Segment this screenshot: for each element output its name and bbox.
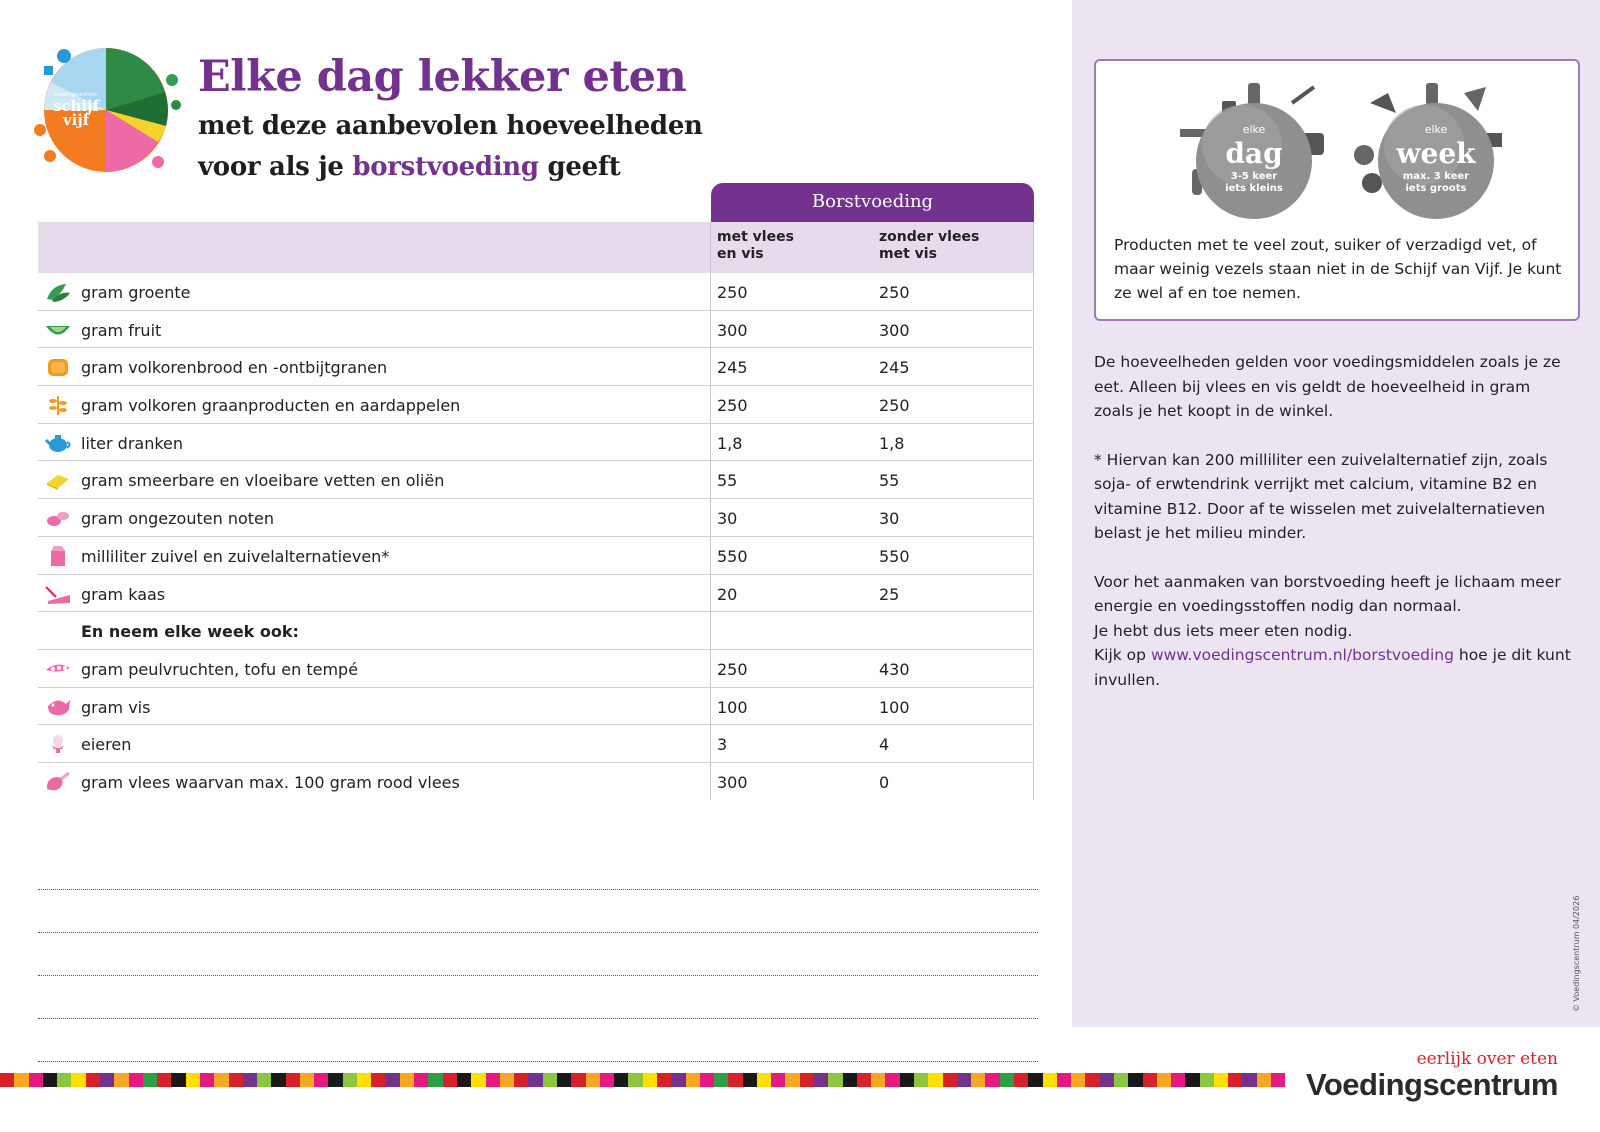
row-label: gram fruit [81, 320, 162, 340]
day-ball-sub1: 3-5 keer [1230, 171, 1278, 182]
page-title: Elke dag lekker eten [198, 52, 687, 102]
value-without-meat: 250 [879, 396, 910, 416]
week-ball-top: elke [1424, 123, 1448, 136]
value-without-meat: 1,8 [879, 433, 905, 453]
stripe-segment [1100, 1073, 1114, 1087]
table-row [38, 763, 1034, 801]
note-dairy-alternatives: * Hiervan kan 200 milliliter een zuivelalternatief zijn, zoals soja- of erwtendrink verrijkt met calcium, vitamine B2 en vitamine B12. Door af te wisselen met zuivelalternatieven belast je het milieu minder. [1094, 450, 1548, 542]
table-row [38, 537, 1034, 575]
header [198, 48, 703, 188]
write-lines [38, 847, 1038, 1062]
value-with-meat: 245 [717, 358, 748, 378]
row-label: liter dranken [81, 433, 184, 453]
stripe-segment [357, 1073, 371, 1087]
value-without-meat: 250 [879, 283, 910, 302]
column-header-without-meat: zonder vlees met vis [879, 229, 980, 262]
stripe-segment [100, 1073, 114, 1087]
day-ball-main: dag [1225, 137, 1283, 170]
week-ball-main: week [1396, 137, 1476, 170]
stripe-segment [1014, 1073, 1028, 1087]
stripe-segment [885, 1073, 899, 1087]
extras-box-text: Producten met te veel zout, suiker of verzadigd vet, of maar weinig vezels staan niet in de Schijf van Vijf. Je kunt ze wel af en toe nemen. [1114, 236, 1562, 302]
stripe-segment [200, 1073, 214, 1087]
stripe-segment [957, 1073, 971, 1087]
value-with-meat: 300 [717, 772, 748, 792]
stripe-segment [814, 1073, 828, 1087]
brand-block [1296, 1050, 1558, 1102]
side-notes [1094, 350, 1574, 716]
stripe-segment [243, 1073, 257, 1087]
week-ball [1354, 83, 1502, 219]
stripe-segment [785, 1073, 799, 1087]
week-ball-sub1: max. 3 keer [1402, 171, 1470, 182]
write-line [38, 847, 1038, 890]
stripe-segment [471, 1073, 485, 1087]
week-ball-sub2: iets groots [1405, 183, 1467, 194]
note-amounts: De hoeveelheden gelden voor voedingsmiddelen zoals je ze eet. Alleen bij vlees en vis geldt de hoeveelheid in gram zoals je het koopt in de winkel. [1094, 353, 1561, 420]
stripe-segment [1000, 1073, 1014, 1087]
stripe-segment [1057, 1073, 1071, 1087]
logo-line1: schijf [52, 97, 100, 115]
side-panel [1072, 0, 1600, 1027]
stripe-segment [1128, 1073, 1142, 1087]
stripe-segment [714, 1073, 728, 1087]
stripe-segment [1114, 1073, 1128, 1087]
stripe-segment [800, 1073, 814, 1087]
stripe-segment [1228, 1073, 1242, 1087]
color-stripe [0, 1073, 1286, 1087]
fish-icon [44, 696, 72, 718]
stripe-segment [514, 1073, 528, 1087]
stripe-segment [900, 1073, 914, 1087]
teapot-icon [44, 432, 72, 454]
stripe-segment [643, 1073, 657, 1087]
stripe-segment [286, 1073, 300, 1087]
stripe-segment [143, 1073, 157, 1087]
breastfeeding-link[interactable]: www.voedingscentrum.nl/borstvoeding [1150, 646, 1454, 664]
table-row [38, 650, 1034, 688]
fruit-icon [44, 319, 72, 341]
row-label: gram vis [81, 697, 151, 717]
note-breastfeeding-line1: Voor het aanmaken van borstvoeding heeft je lichaam meer energie en voedingsstoffen nodig dan normaal. [1094, 572, 1561, 615]
row-label: En neem elke week ook: [81, 622, 299, 642]
value-without-meat: 55 [879, 471, 900, 491]
value-with-meat: 550 [717, 546, 748, 566]
row-label: gram smeerbare en vloeibare vetten en oliën [81, 471, 445, 491]
stripe-segment [1271, 1073, 1285, 1087]
value-without-meat: 300 [879, 320, 910, 340]
stripe-segment [1200, 1073, 1214, 1087]
stripe-segment [1185, 1073, 1199, 1087]
stripe-segment [186, 1073, 200, 1087]
stripe-segment [1157, 1073, 1171, 1087]
stripe-segment [343, 1073, 357, 1087]
table-row [38, 575, 1034, 613]
stripe-segment [29, 1073, 43, 1087]
table-row [38, 348, 1034, 386]
subtitle-post: geeft [538, 152, 621, 182]
value-with-meat: 250 [717, 396, 748, 416]
stripe-segment [443, 1073, 457, 1087]
stripe-segment [728, 1073, 742, 1087]
extras-box [1094, 59, 1580, 321]
stripe-segment [486, 1073, 500, 1087]
value-with-meat: 55 [717, 471, 738, 491]
table-row [38, 424, 1034, 462]
subtitle-line1: met deze aanbevolen hoeveelheden [198, 111, 703, 141]
group-header: Borstvoeding [711, 183, 1034, 222]
stripe-segment [1171, 1073, 1185, 1087]
row-label: gram peulvruchten, tofu en tempé [81, 659, 359, 679]
note-breastfeeding-line2: Je hebt dus iets meer eten nodig. [1094, 621, 1353, 640]
stripe-segment [628, 1073, 642, 1087]
value-without-meat: 245 [879, 358, 910, 378]
value-with-meat: 3 [717, 735, 728, 755]
stripe-segment [386, 1073, 400, 1087]
copyright-notice: © Voedingscentrum 04/2026 [1572, 895, 1581, 1012]
stripe-segment [1085, 1073, 1099, 1087]
stripe-segment [71, 1073, 85, 1087]
stripe-segment [928, 1073, 942, 1087]
stripe-segment [1043, 1073, 1057, 1087]
stripe-segment [500, 1073, 514, 1087]
stripe-segment [1143, 1073, 1157, 1087]
logo-small-text: voedingscentrum [54, 92, 98, 98]
stripe-segment [600, 1073, 614, 1087]
brand-name: Voedingscentrum [1305, 1067, 1558, 1102]
stripe-segment [686, 1073, 700, 1087]
note-breastfeeding [1094, 570, 1574, 693]
stripe-segment [614, 1073, 628, 1087]
stripe-segment [528, 1073, 542, 1087]
value-without-meat: 430 [879, 659, 910, 679]
stripe-segment [1257, 1073, 1271, 1087]
stripe-segment [428, 1073, 442, 1087]
stripe-segment [314, 1073, 328, 1087]
row-label: gram vlees waarvan max. 100 gram rood vlees [81, 772, 460, 792]
row-label: gram ongezouten noten [81, 509, 274, 529]
value-without-meat: 30 [879, 509, 900, 529]
write-line [38, 890, 1038, 933]
stripe-segment [114, 1073, 128, 1087]
stripe-segment [400, 1073, 414, 1087]
value-with-meat: 300 [717, 320, 748, 340]
table-row [38, 273, 1034, 311]
legumes-icon [44, 658, 72, 680]
value-without-meat: 550 [879, 546, 910, 566]
butter-icon [44, 469, 72, 491]
value-without-meat: 100 [879, 697, 910, 717]
write-line [38, 976, 1038, 1019]
table-row [38, 499, 1034, 537]
stripe-segment [271, 1073, 285, 1087]
table-row [38, 461, 1034, 499]
note-post-link: hoe je dit kunt invullen. [1094, 646, 1571, 689]
stripe-segment [457, 1073, 471, 1087]
row-label: gram kaas [81, 584, 166, 604]
brand-tagline: eerlijk over eten [1416, 1049, 1558, 1069]
row-label: gram volkoren graanproducten en aardappelen [81, 396, 461, 416]
table-row [38, 612, 1034, 650]
day-week-balls [1174, 73, 1514, 223]
logo-line2: vijf [62, 111, 90, 129]
day-ball [1180, 83, 1324, 219]
value-with-meat: 250 [717, 283, 748, 302]
stripe-segment [129, 1073, 143, 1087]
stripe-segment [157, 1073, 171, 1087]
stripe-segment [300, 1073, 314, 1087]
value-with-meat: 1,8 [717, 433, 743, 453]
stripe-segment [914, 1073, 928, 1087]
stripe-segment [86, 1073, 100, 1087]
stripe-segment [743, 1073, 757, 1087]
value-without-meat: 25 [879, 584, 900, 604]
stripe-segment [657, 1073, 671, 1087]
table-row [38, 725, 1034, 763]
stripe-segment [857, 1073, 871, 1087]
schijf-van-vijf-logo [26, 30, 186, 190]
day-ball-sub2: iets kleins [1225, 183, 1283, 194]
stripe-segment [543, 1073, 557, 1087]
stripe-segment [985, 1073, 999, 1087]
stripe-segment [57, 1073, 71, 1087]
stripe-segment [43, 1073, 57, 1087]
stripe-segment [571, 1073, 585, 1087]
vegetable-icon [44, 281, 72, 303]
stripe-segment [214, 1073, 228, 1087]
stripe-segment [229, 1073, 243, 1087]
table-row [38, 311, 1034, 349]
stripe-segment [1028, 1073, 1042, 1087]
stripe-segment [971, 1073, 985, 1087]
subtitle-line2 [198, 147, 703, 188]
stripe-segment [828, 1073, 842, 1087]
row-label: gram volkorenbrood en -ontbijtgranen [81, 358, 388, 378]
stripe-segment [1071, 1073, 1085, 1087]
value-with-meat: 30 [717, 509, 738, 529]
subtitle-highlight: borstvoeding [352, 152, 539, 182]
stripe-segment [1242, 1073, 1256, 1087]
column-header-row [38, 222, 1034, 273]
stripe-segment [843, 1073, 857, 1087]
stripe-segment [586, 1073, 600, 1087]
value-with-meat: 20 [717, 584, 738, 604]
stripe-segment [871, 1073, 885, 1087]
stripe-segment [771, 1073, 785, 1087]
stripe-segment [1214, 1073, 1228, 1087]
stripe-segment [0, 1073, 14, 1087]
value-with-meat: 100 [717, 697, 748, 717]
stripe-segment [671, 1073, 685, 1087]
cheese-icon [44, 583, 72, 605]
stripe-segment [700, 1073, 714, 1087]
stripe-segment [328, 1073, 342, 1087]
day-ball-top: elke [1242, 123, 1266, 136]
milk-carton-icon [44, 545, 72, 567]
value-without-meat: 4 [879, 735, 890, 755]
value-with-meat: 250 [717, 659, 748, 679]
row-label: eieren [81, 735, 132, 755]
table-body [38, 273, 1034, 801]
stripe-segment [14, 1073, 28, 1087]
stripe-segment [371, 1073, 385, 1087]
column-header-with-meat: met vlees en vis [717, 229, 794, 262]
subtitle-pre: voor als je [198, 152, 353, 182]
stripe-segment [757, 1073, 771, 1087]
row-label: milliliter zuivel en zuivelalternatieven* [81, 546, 390, 566]
row-label: gram groente [81, 283, 191, 302]
write-line [38, 1019, 1038, 1062]
bread-icon [44, 356, 72, 378]
grain-icon [44, 394, 72, 416]
meat-icon [44, 771, 72, 793]
stripe-segment [557, 1073, 571, 1087]
stripe-segment [414, 1073, 428, 1087]
nuts-icon [44, 507, 72, 529]
write-line [38, 933, 1038, 976]
stripe-segment [257, 1073, 271, 1087]
table-row [38, 386, 1034, 424]
stripe-segment [943, 1073, 957, 1087]
stripe-segment [171, 1073, 185, 1087]
table-row [38, 688, 1034, 726]
value-without-meat: 0 [879, 772, 890, 792]
note-pre-link: Kijk op [1094, 646, 1151, 664]
egg-icon [44, 733, 72, 755]
